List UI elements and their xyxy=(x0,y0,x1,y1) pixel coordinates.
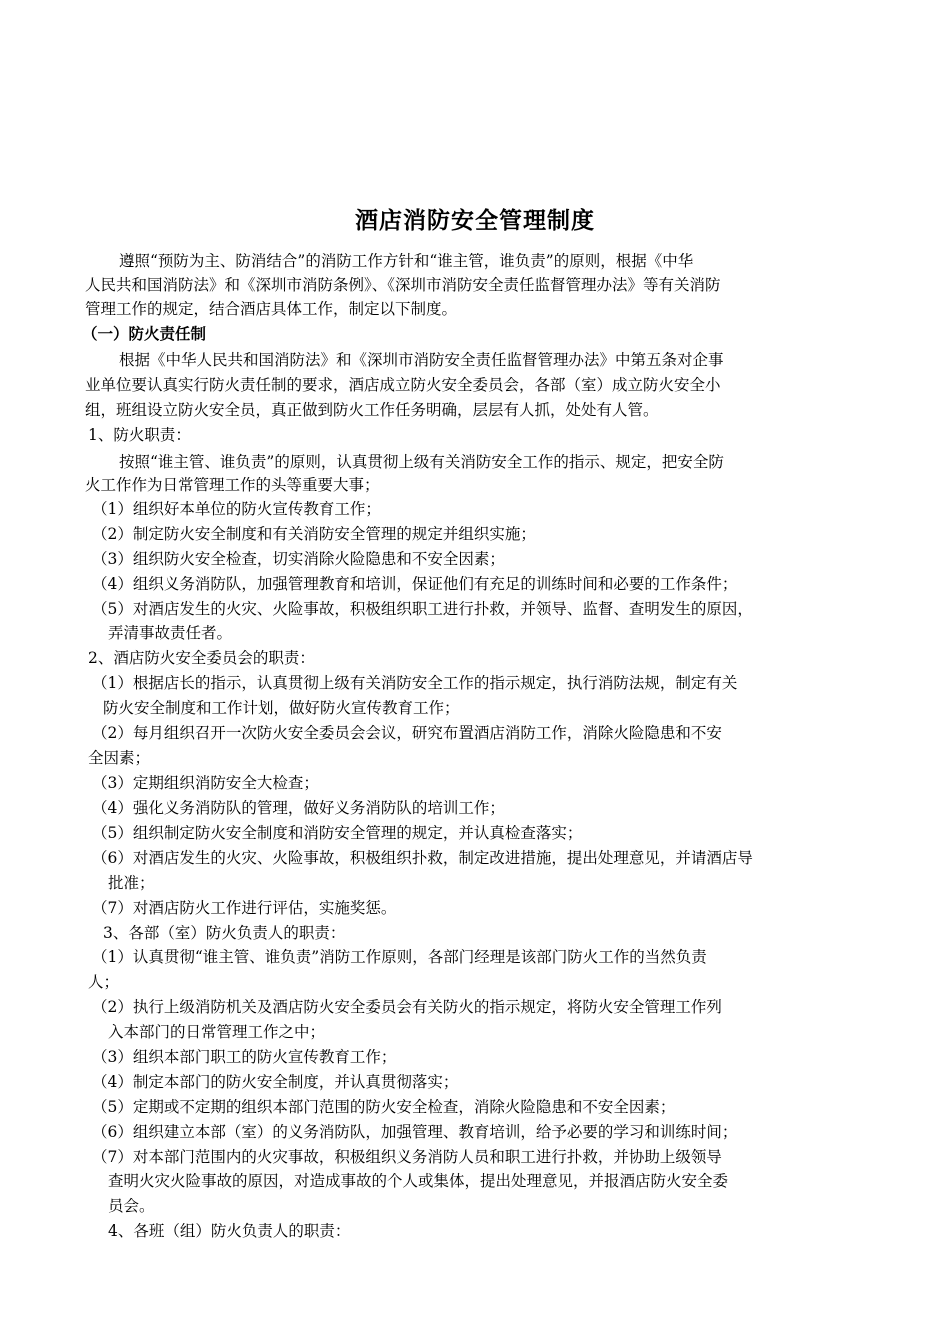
list-item: （2）每月组织召开一次防火安全委员会会议，研究布置酒店消防工作，消除火险隐患和不安 xyxy=(92,724,722,742)
subheading: 2、酒店防火安全委员会的职责： xyxy=(88,649,315,667)
list-item-continuation: 人； xyxy=(88,973,120,991)
list-item: （1）认真贯彻“谁主管、谁负责”消防工作原则，各部门经理是该部门防火工作的当然负责 xyxy=(92,948,707,966)
text-line: 人民共和国消防法》和《深圳市消防条例》、《深圳市消防安全责任监督管理办法》等有关消防 xyxy=(85,276,721,294)
list-item: （4）强化义务消防队的管理，做好义务消防队的培训工作； xyxy=(92,799,505,817)
list-item: （5）组织制定防火安全制度和消防安全管理的规定，并认真检查落实； xyxy=(92,824,583,842)
list-item-continuation: 防火安全制度和工作计划，做好防火宣传教育工作； xyxy=(103,699,460,717)
list-item-continuation: 弄清事故责任者。 xyxy=(108,624,233,642)
subheading: 3、各部（室）防火负责人的职责： xyxy=(103,924,346,942)
list-item: （2）执行上级消防机关及酒店防火安全委员会有关防火的指示规定，将防火安全管理工作列 xyxy=(92,998,722,1016)
list-item-continuation: 查明火灾火险事故的原因，对造成事故的个人或集体，提出处理意见，并报酒店防火安全委 xyxy=(108,1172,729,1190)
text-line: 按照“谁主管、谁负责”的原则，认真贯彻上级有关消防安全工作的指示、规定，把安全防 xyxy=(119,453,724,471)
list-item: （1）组织好本单位的防火宣传教育工作； xyxy=(92,500,381,518)
list-item-continuation: 批准； xyxy=(108,874,155,892)
list-item: （6）对酒店发生的火灾、火险事故，积极组织扑救，制定改进措施，提出处理意见，并请酒店导 xyxy=(92,849,753,867)
list-item: （5）定期或不定期的组织本部门范围的防火安全检查，消除火险隐患和不安全因素； xyxy=(92,1098,676,1116)
list-item: （7）对本部门范围内的火灾事故，积极组织义务消防人员和职工进行扑救，并协助上级领导 xyxy=(92,1148,722,1166)
text-line: 遵照“预防为主、防消结合”的消防工作方针和“谁主管，谁负责”的原则，根据《中华 xyxy=(119,252,694,270)
text-line: 业单位要认真实行防火责任制的要求，酒店成立防火安全委员会，各部（室）成立防火安全小 xyxy=(85,376,721,394)
list-item: （3）定期组织消防安全大检查； xyxy=(92,774,319,792)
list-item: （2）制定防火安全制度和有关消防安全管理的规定并组织实施； xyxy=(92,525,536,543)
text-line: 组，班组设立防火安全员，真正做到防火工作任务明确，层层有人抓，处处有人管。 xyxy=(85,401,659,419)
list-item-continuation: 员会。 xyxy=(108,1197,155,1215)
list-item: （6）组织建立本部（室）的义务消防队，加强管理、教育培训，给予必要的学习和训练时间； xyxy=(92,1123,738,1141)
text-line: 根据《中华人民共和国消防法》和《深圳市消防安全责任监督管理办法》中第五条对企事 xyxy=(119,351,724,369)
list-item: （4）制定本部门的防火安全制度，并认真贯彻落实； xyxy=(92,1073,459,1091)
subheading: 1、防火职责： xyxy=(88,426,191,444)
list-item-continuation: 入本部门的日常管理工作之中； xyxy=(108,1023,326,1041)
list-item: （7）对酒店防火工作进行评估，实施奖惩。 xyxy=(92,899,397,917)
list-item-continuation: 全因素； xyxy=(88,749,151,767)
list-item: （4）组织义务消防队，加强管理教育和培训，保证他们有充足的训练时间和必要的工作条件； xyxy=(92,575,738,593)
text-line: 火工作作为日常管理工作的头等重要大事； xyxy=(85,476,380,494)
list-item: （3）组织防火安全检查，切实消除火险隐患和不安全因素； xyxy=(92,550,505,568)
document-title: 酒店消防安全管理制度 xyxy=(355,208,595,234)
list-item: （1）根据店长的指示，认真贯彻上级有关消防安全工作的指示规定，执行消防法规，制定有关 xyxy=(92,674,738,692)
subheading: 4、各班（组）防火负责人的职责： xyxy=(108,1222,351,1240)
list-item: （3）组织本部门职工的防火宣传教育工作； xyxy=(92,1048,397,1066)
text-line: 管理工作的规定，结合酒店具体工作，制定以下制度。 xyxy=(85,300,458,318)
list-item: （5）对酒店发生的火灾、火险事故，积极组织职工进行扑救，并领导、监督、查明发生的原因， xyxy=(92,600,753,618)
section-heading: （一）防火责任制 xyxy=(82,325,207,343)
